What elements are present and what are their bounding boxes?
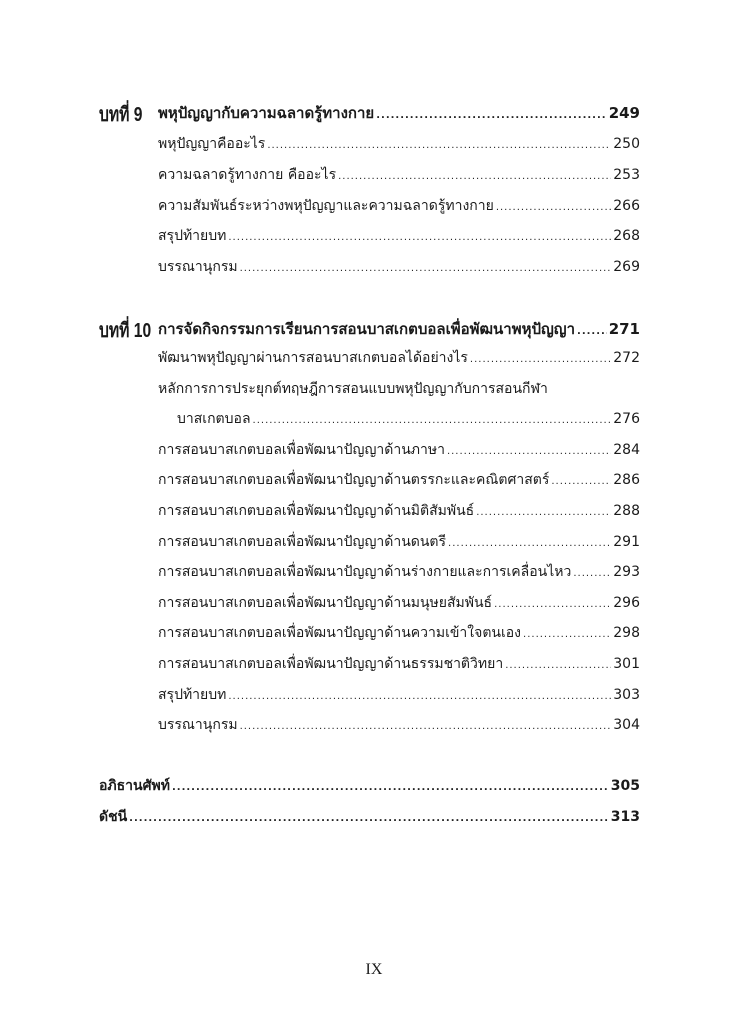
entry-page: 286 xyxy=(613,472,640,488)
toc-entry[interactable] xyxy=(158,256,640,278)
entry-page: 268 xyxy=(613,228,640,244)
chapter-10-number: บทที่ 10 xyxy=(99,320,152,342)
entry-title: สรุปท้ายบท xyxy=(158,687,227,703)
chapter-10-page: 271 xyxy=(608,320,640,338)
leader-dots xyxy=(448,538,611,549)
entry-title: การสอนบาสเกตบอลเพื่อพัฒนาปัญญาด้านธรรมชาติวิทยา xyxy=(158,656,504,672)
leader-dots xyxy=(551,476,611,487)
leader-dots xyxy=(447,446,611,457)
leader-dots xyxy=(240,263,612,274)
toc-entry[interactable] xyxy=(158,469,640,491)
entry-page: 303 xyxy=(613,687,640,703)
entry-title: หลักการการประยุกต์ทฤษฎีการสอนแบบพหุปัญญากับการสอนกีฬา xyxy=(158,381,548,397)
leader-dots xyxy=(253,415,612,426)
leader-dots xyxy=(267,140,611,151)
leader-dots xyxy=(523,629,611,640)
toc-entry[interactable] xyxy=(158,347,640,369)
glossary-entry[interactable] xyxy=(99,775,640,797)
toc-entry[interactable] xyxy=(158,225,640,247)
entry-title-continued: บาสเกตบอล xyxy=(177,411,251,427)
toc-entry[interactable] xyxy=(158,592,640,614)
leader-dots xyxy=(496,202,611,213)
leader-dots xyxy=(240,721,612,732)
toc-entry[interactable] xyxy=(158,500,640,522)
chapter-9-title: พหุปัญญากับความฉลาดรู้ทางกาย xyxy=(158,104,375,122)
entry-page: 296 xyxy=(613,595,640,611)
toc-entry[interactable] xyxy=(158,164,640,186)
toc-entry[interactable] xyxy=(158,439,640,461)
toc-entry-line1[interactable] xyxy=(158,378,640,400)
index-entry[interactable] xyxy=(99,806,640,828)
toc-entry[interactable] xyxy=(158,714,640,736)
entry-title: การสอนบาสเกตบอลเพื่อพัฒนาปัญญาด้านความเข้าใจตนเอง xyxy=(158,625,522,641)
leader-dots xyxy=(505,660,611,671)
leader-dots xyxy=(228,691,611,702)
entry-page: 293 xyxy=(613,564,640,580)
glossary-title: อภิธานศัพท์ xyxy=(99,778,170,794)
chapter-10-entry[interactable] xyxy=(158,317,640,341)
chapter-10-title: การจัดกิจกรรมการเรียนการสอนบาสเกตบอลเพื่อพัฒนาพหุปัญญา xyxy=(158,320,576,338)
entry-title: บรรณานุกรม xyxy=(158,717,238,733)
leader-dots xyxy=(494,599,611,610)
chapter-9-number: บทที่ 9 xyxy=(99,104,143,126)
entry-title: การสอนบาสเกตบอลเพื่อพัฒนาปัญญาด้านดนตรี xyxy=(158,534,447,550)
entry-page: 266 xyxy=(613,198,640,214)
index-page: 313 xyxy=(610,809,640,825)
entry-title: พัฒนาพหุปัญญาผ่านการสอนบาสเกตบอลได้อย่างไร xyxy=(158,350,468,366)
toc-entry[interactable] xyxy=(158,622,640,644)
entry-page: 298 xyxy=(613,625,640,641)
toc-entry[interactable] xyxy=(158,653,640,675)
leader-dots xyxy=(470,354,611,365)
glossary-page: 305 xyxy=(610,778,640,794)
entry-title: สรุปท้ายบท xyxy=(158,228,227,244)
entry-title: ความสัมพันธ์ระหว่างพหุปัญญาและความฉลาดรู้ทางกาย xyxy=(158,198,494,214)
leader-dots xyxy=(228,232,611,243)
leader-dots xyxy=(476,507,611,518)
entry-title: การสอนบาสเกตบอลเพื่อพัฒนาปัญญาด้านมิติสัมพันธ์ xyxy=(158,503,475,519)
entry-page: 291 xyxy=(613,534,640,550)
chapter-9-page: 249 xyxy=(608,104,640,122)
entry-page: 284 xyxy=(613,442,640,458)
entry-page: 269 xyxy=(613,259,640,275)
entry-page: 276 xyxy=(613,411,640,427)
chapter-9-entry[interactable] xyxy=(158,101,640,125)
entry-page: 288 xyxy=(613,503,640,519)
toc-entry[interactable] xyxy=(158,684,640,706)
entry-title: การสอนบาสเกตบอลเพื่อพัฒนาปัญญาด้านมนุษยสัมพันธ์ xyxy=(158,595,493,611)
toc-entry-line2[interactable] xyxy=(177,408,640,430)
entry-title: บรรณานุกรม xyxy=(158,259,238,275)
entry-page: 272 xyxy=(613,350,640,366)
leader-dots xyxy=(376,110,606,121)
entry-title: การสอนบาสเกตบอลเพื่อพัฒนาปัญญาด้านภาษา xyxy=(158,442,445,458)
entry-page: 250 xyxy=(613,136,640,152)
page-number: IX xyxy=(365,961,383,978)
toc-entry[interactable] xyxy=(158,561,640,583)
entry-page: 253 xyxy=(613,167,640,183)
leader-dots xyxy=(573,568,611,579)
leader-dots xyxy=(577,326,607,337)
entry-title: การสอนบาสเกตบอลเพื่อพัฒนาปัญญาด้านร่างกายและการเคลื่อนไหว xyxy=(158,564,572,580)
entry-page: 301 xyxy=(613,656,640,672)
entry-title: พหุปัญญาคืออะไร xyxy=(158,136,266,152)
leader-dots xyxy=(129,813,609,824)
entry-title: ความฉลาดรู้ทางกาย คืออะไร xyxy=(158,167,337,183)
toc-entry[interactable] xyxy=(158,133,640,155)
leader-dots xyxy=(172,782,609,793)
leader-dots xyxy=(338,171,611,182)
toc-entry[interactable] xyxy=(158,195,640,217)
entry-title: การสอนบาสเกตบอลเพื่อพัฒนาปัญญาด้านตรรกะและคณิตศาสตร์ xyxy=(158,472,550,488)
toc-entry[interactable] xyxy=(158,531,640,553)
index-title: ดัชนี xyxy=(99,809,128,825)
entry-page: 304 xyxy=(613,717,640,733)
